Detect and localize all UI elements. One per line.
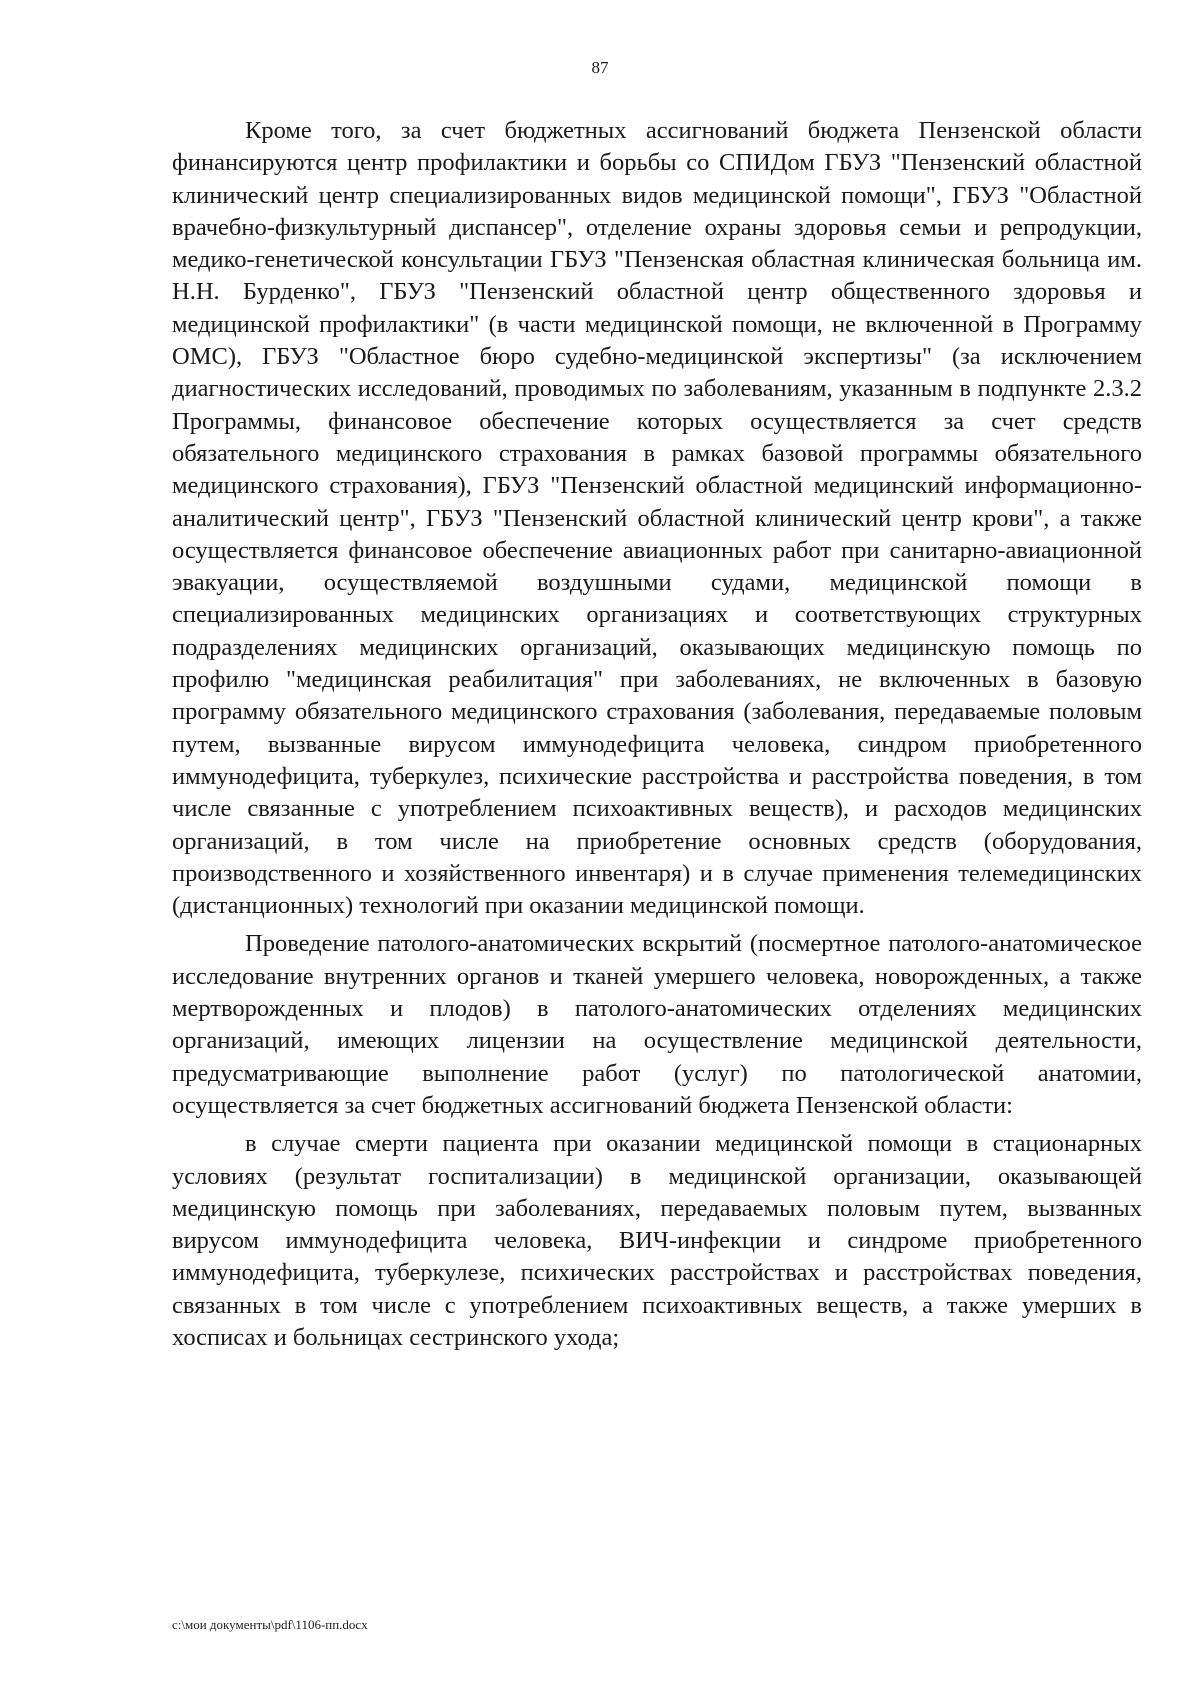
footer-file-path: c:\мои документы\pdf\1106-пп.docx (172, 1617, 368, 1632)
paragraph-funding: Кроме того, за счет бюджетных ассигнований бюджета Пензенской области финансируются центр профилактики и борьбы со СПИДом ГБУЗ "Пензенский областной клинический центр специализированных видов медицинской помощи", ГБУЗ "Областной врачебно-физкультурный диспансер", отделение охраны здоровья семьи и репродукции, медико-генетической консультации ГБУЗ "Пензенская областная клиническая больница им. Н.Н. Бурденко", ГБУЗ "Пензенский областной центр общественного здоровья и медицинской профилактики" (в части медицинской помощи, не включенной в Программу ОМС), ГБУЗ "Областное бюро судебно-медицинской экспертизы" (за исключением диагностических исследований, проводимых по заболеваниям, указанным в подпункте 2.3.2 Программы, финансовое обеспечение которых осуществляется за счет средств обязательного медицинского страхования в рамках базовой программы обязательного медицинского страхования), ГБУЗ "Пензенский областной медицинский информационно-аналитический центр", ГБУЗ "Пензенский областной клинический центр крови", а также осуществляется финансовое обеспечение авиационных работ при санитарно-авиационной эвакуации, осуществляемой воздушными судами, медицинской помощи в специализированных медицинских организациях и соответствующих структурных подразделениях медицинских организаций, оказывающих медицинскую помощь по профилю "медицинская реабилитация" при заболеваниях, не включенных в базовую программу обязательного медицинского страхования (заболевания, передаваемые половым путем, вызванные вирусом иммунодефицита человека, синдром приобретенного иммунодефицита, туберкулез, психические расстройства и расстройства поведения, в том числе связанные с употреблением психоактивных веществ), и расходов медицинских организаций, в том числе на приобретение основных средств (оборудования, производственного и хозяйственного инвентаря) и в случае применения телемедицинских (дистанционных) технологий при оказании медицинской помощи. (172, 117, 1142, 920)
page-number: 87 (591, 58, 609, 77)
document-body (172, 115, 1142, 1360)
paragraph-autopsy: Проведение патолого-анатомических вскрытий (посмертное патолого-анатомическое исследование внутренних органов и тканей умершего человека, новорожденных, а также мертворожденных и плодов) в патолого-анатомических отделениях медицинских организаций, имеющих лицензии на осуществление медицинской деятельности, предусматривающие выполнение работ (услуг) по патологической анатомии, осуществляется за счет бюджетных ассигнований бюджета Пензенской области: (172, 930, 1142, 1119)
paragraph-death-case: в случае смерти пациента при оказании медицинской помощи в стационарных условиях (результат госпитализации) в медицинской организации, оказывающей медицинскую помощь при заболеваниях, передаваемых половым путем, вызванных вирусом иммунодефицита человека, ВИЧ-инфекции и синдроме приобретенного иммунодефицита, туберкулезе, психических расстройствах и расстройствах поведения, связанных в том числе с употреблением психоактивных веществ, а также умерших в хосписах и больницах сестринского ухода; (172, 1130, 1142, 1351)
